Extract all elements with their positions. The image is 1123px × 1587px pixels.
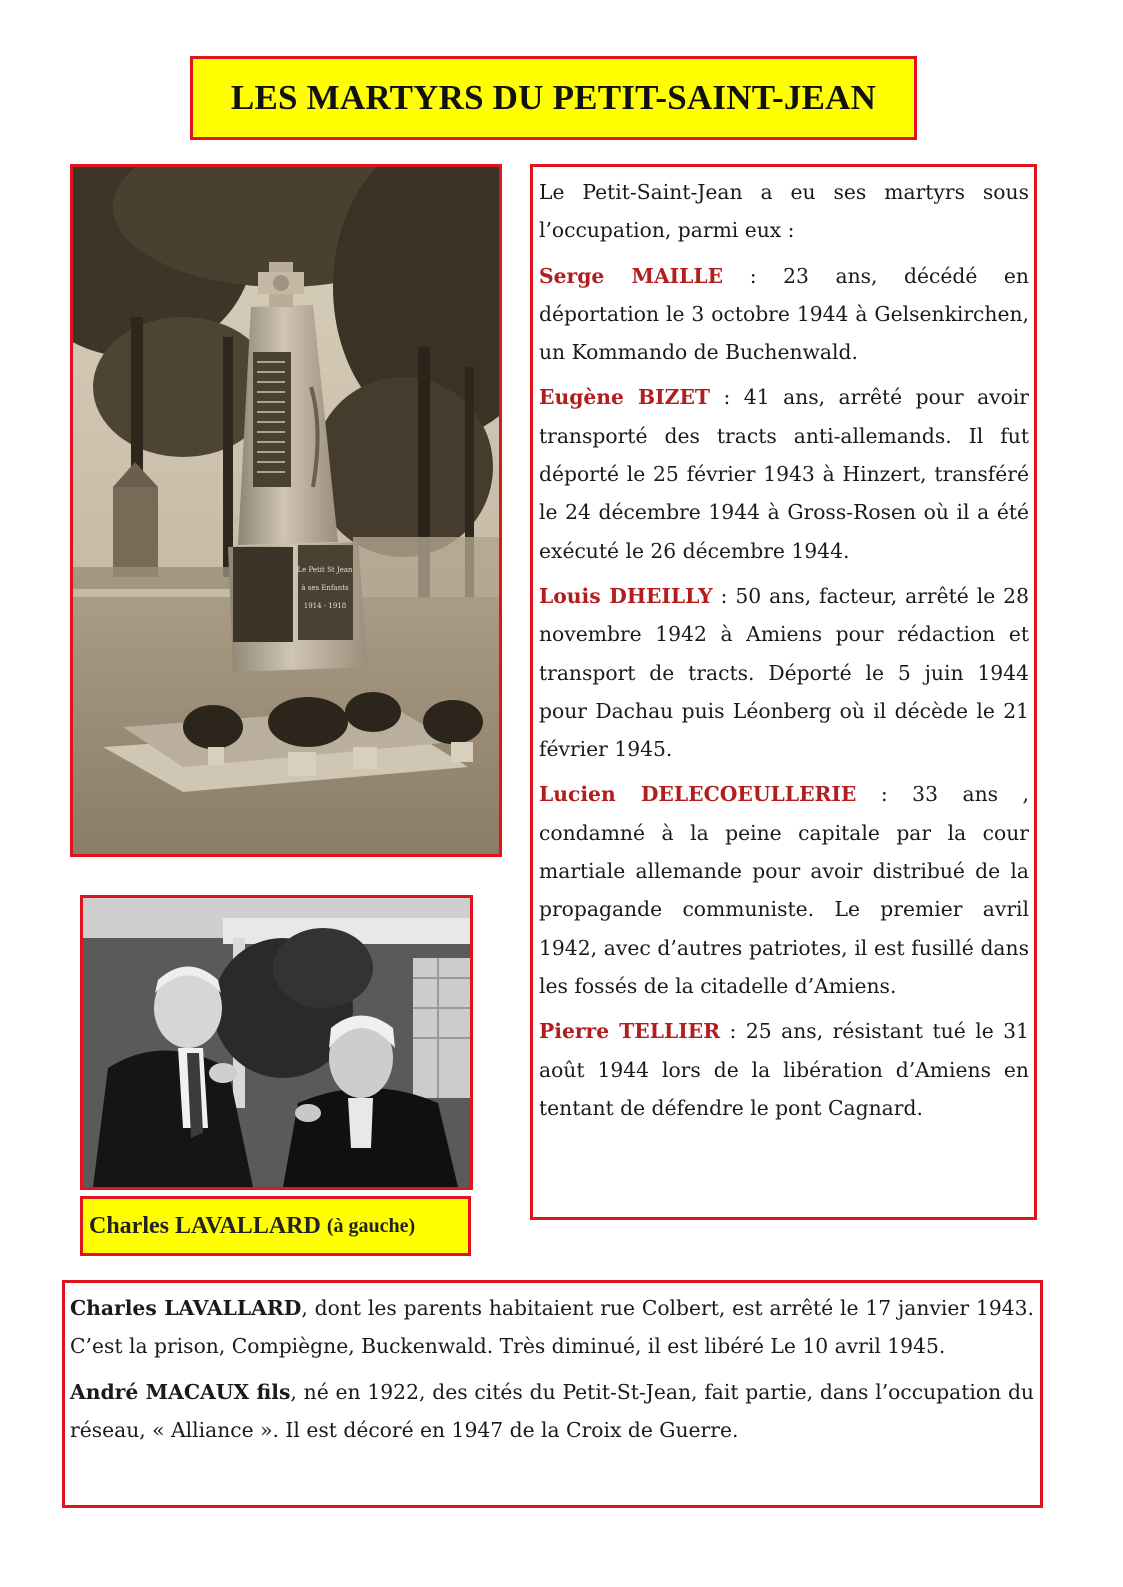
martyr-name: Eugène BIZET [539, 385, 711, 410]
martyr-name: Lucien DELECOEULLERIE [539, 782, 857, 807]
bottom-name: André MACAUX fils [70, 1379, 291, 1404]
martyr-name: Serge MAILLE [539, 263, 724, 288]
portrait-image [83, 898, 470, 1187]
monument-image [73, 167, 499, 854]
caption-note: (à gauche) [326, 1214, 416, 1237]
martyr-text: : 23 ans, décédé en déportation le 3 octobre 1944 à Gelsenkirchen, un Kommando de Buchenwald. [539, 263, 1029, 365]
bottom-entry [70, 1373, 1034, 1450]
martyr-entry [539, 775, 1029, 1005]
inscription-line-1: Le Petit St Jean [297, 566, 353, 574]
title-banner [190, 56, 917, 140]
caption-name: Charles LAVALLARD [89, 1212, 321, 1239]
martyr-text: : 25 ans, résistant tué le 31 août 1944 lors de la libération d’Amiens en tentant de défendre le pont Cagnard. [539, 1019, 1029, 1120]
martyr-entry [539, 257, 1029, 372]
martyr-name: Pierre TELLIER [539, 1019, 721, 1044]
portrait-caption [80, 1196, 471, 1256]
bottom-text: , né en 1922, des cités du Petit-St-Jean, fait partie, dans l’occupation du réseau, « Alliance ». Il est décoré en 1947 de la Croix de Guerre. [70, 1379, 1034, 1442]
martyrs-text-box [530, 164, 1037, 1220]
martyr-text: : 50 ans, facteur, arrêté le 28 novembre 1942 à Amiens pour rédaction et transport de tracts. Déporté le 5 juin 1944 pour Dachau puis Léonberg où il décède le 21 février 1945. [539, 583, 1029, 762]
inscription-line-2: à ses Enfants [301, 584, 349, 592]
intro-paragraph: Le Petit-Saint-Jean a eu ses martyrs sous l’occupation, parmi eux : [539, 180, 1029, 243]
martyr-entry [539, 378, 1029, 569]
martyr-name: Louis DHEILLY [539, 583, 713, 608]
page-title: LES MARTYRS DU PETIT-SAINT-JEAN [230, 78, 877, 117]
martyr-text: : 33 ans , condamné à la peine capitale par la cour martiale allemande pour avoir distribué de la propagande communiste. Le premier avril 1942, avec d’autres patriotes, il est fusillé dans les fossés de la citadelle d’Amiens. [539, 782, 1029, 998]
bottom-text: , dont les parents habitaient rue Colbert, est arrêté le 17 janvier 1943. C’est la prison, Compiègne, Buckenwald. Très diminué, il est libéré Le 10 avril 1945. [70, 1296, 1034, 1359]
bottom-entry [70, 1289, 1034, 1366]
martyr-entry [539, 1012, 1029, 1127]
bottom-text-box [62, 1280, 1043, 1508]
monument-photo [70, 164, 502, 857]
martyr-entry [539, 577, 1029, 768]
portrait-photo [80, 895, 473, 1190]
bottom-name: Charles LAVALLARD [70, 1296, 302, 1320]
martyr-text: : 41 ans, arrêté pour avoir transporté des tracts anti-allemands. Il fut déporté le 25 février 1943 à Hinzert, transféré le 24 décembre 1944 à Gross-Rosen où il a été exécuté le 26 décembre 1944. [539, 385, 1030, 563]
inscription-line-3: 1914 - 1918 [303, 602, 347, 610]
